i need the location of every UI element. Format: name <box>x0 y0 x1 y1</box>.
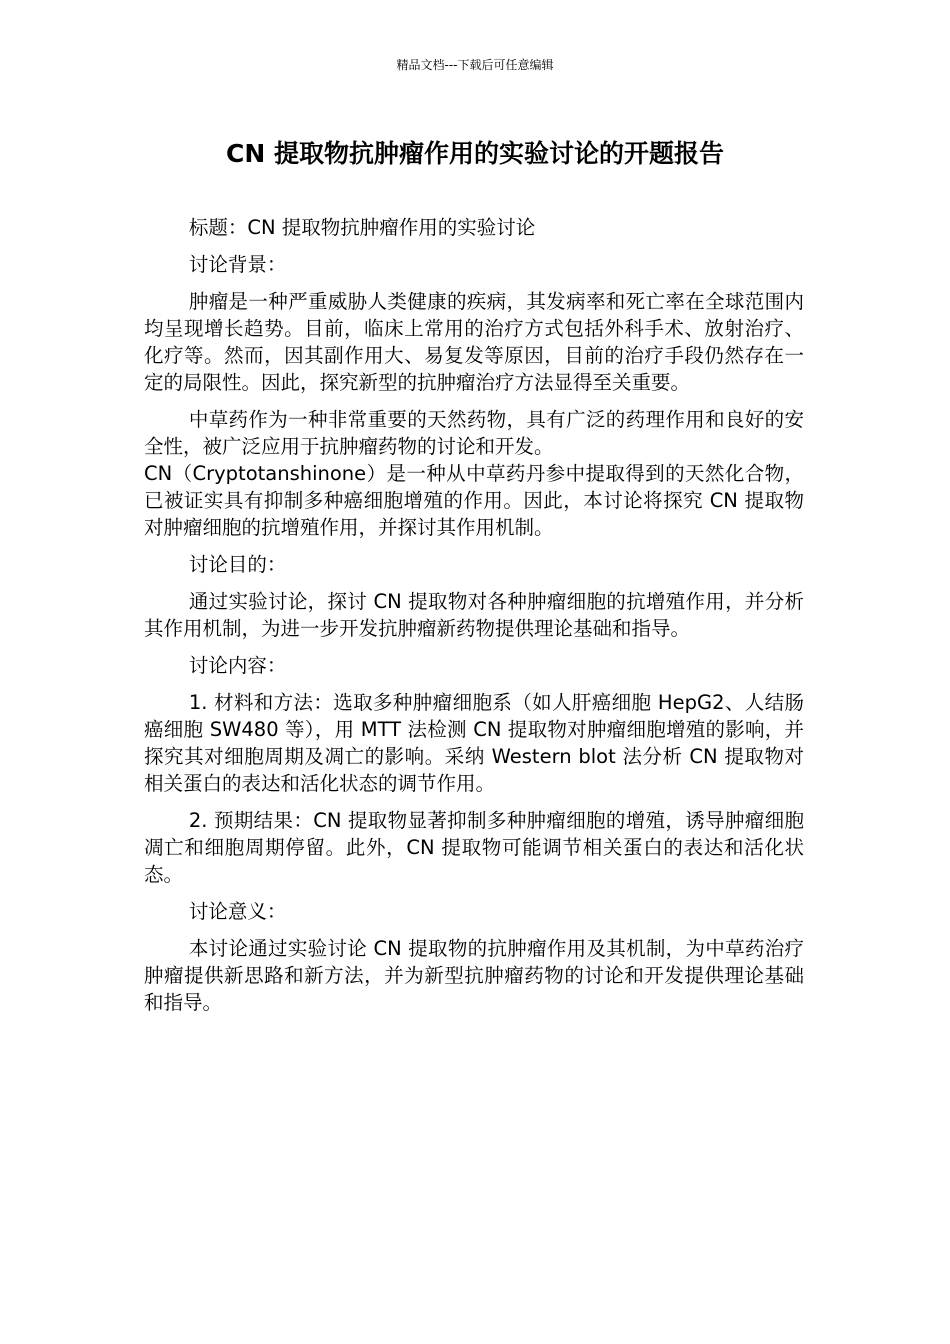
paragraph-materials-methods: 1. 材料和方法：选取多种肿瘤细胞系（如人肝癌细胞 HepG2、人结肠癌细胞 SW480 等），用 MTT 法检测 CN 提取物对肿瘤细胞增殖的影响，并探究其对细胞周期及凋亡的影响。采纳 Western blot 法分析 CN 提取物对相关蛋白的表达和活化状态的调节作用。 <box>144 691 804 795</box>
heading-significance: 讨论意义： <box>188 900 287 923</box>
paragraph-subject: 标题：CN 提取物抗肿瘤作用的实验讨论 <box>188 216 536 239</box>
heading-background: 讨论背景： <box>188 253 287 276</box>
paragraph-significance: 本讨论通过实验讨论 CN 提取物的抗肿瘤作用及其机制，为中草药治疗肿瘤提供新思路和新方法，并为新型抗肿瘤药物的讨论和开发提供理论基础和指导。 <box>144 937 804 1014</box>
heading-purpose: 讨论目的： <box>188 553 287 576</box>
document-title: CN 提取物抗肿瘤作用的实验讨论的开题报告 <box>226 139 724 168</box>
paragraph-expected-results: 2. 预期结果：CN 提取物显著抑制多种肿瘤细胞的增殖，诱导肿瘤细胞凋亡和细胞周期停留。此外，CN 提取物可能调节相关蛋白的表达和活化状态。 <box>144 809 804 886</box>
paragraph-herbal-medicine: 中草药作为一种非常重要的天然药物，具有广泛的药理作用和良好的安全性，被广泛应用于抗肿瘤药物的讨论和开发。 <box>144 408 804 458</box>
paragraph-cryptotanshinone: CN（Cryptotanshinone）是一种从中草药丹参中提取得到的天然化合物，已被证实具有抑制多种癌细胞增殖的作用。因此，本讨论将探究 CN 提取物对肿瘤细胞的抗增殖作用，并探讨其作用机制。 <box>144 462 804 539</box>
paragraph-purpose: 通过实验讨论，探讨 CN 提取物对各种肿瘤细胞的抗增殖作用，并分析其作用机制，为进一步开发抗肿瘤新药物提供理论基础和指导。 <box>144 590 804 640</box>
paragraph-background: 肿瘤是一种严重威胁人类健康的疾病，其发病率和死亡率在全球范围内均呈现增长趋势。目前，临床上常用的治疗方式包括外科手术、放射治疗、化疗等。然而，因其副作用大、易复发等原因，目前的治疗手段仍然存在一定的局限性。因此，探究新型的抗肿瘤治疗方法显得至关重要。 <box>144 290 804 394</box>
heading-content: 讨论内容： <box>188 654 287 677</box>
document-body <box>144 214 804 1026</box>
page-header-note: 精品文档---下载后可任意编辑 <box>396 58 554 72</box>
